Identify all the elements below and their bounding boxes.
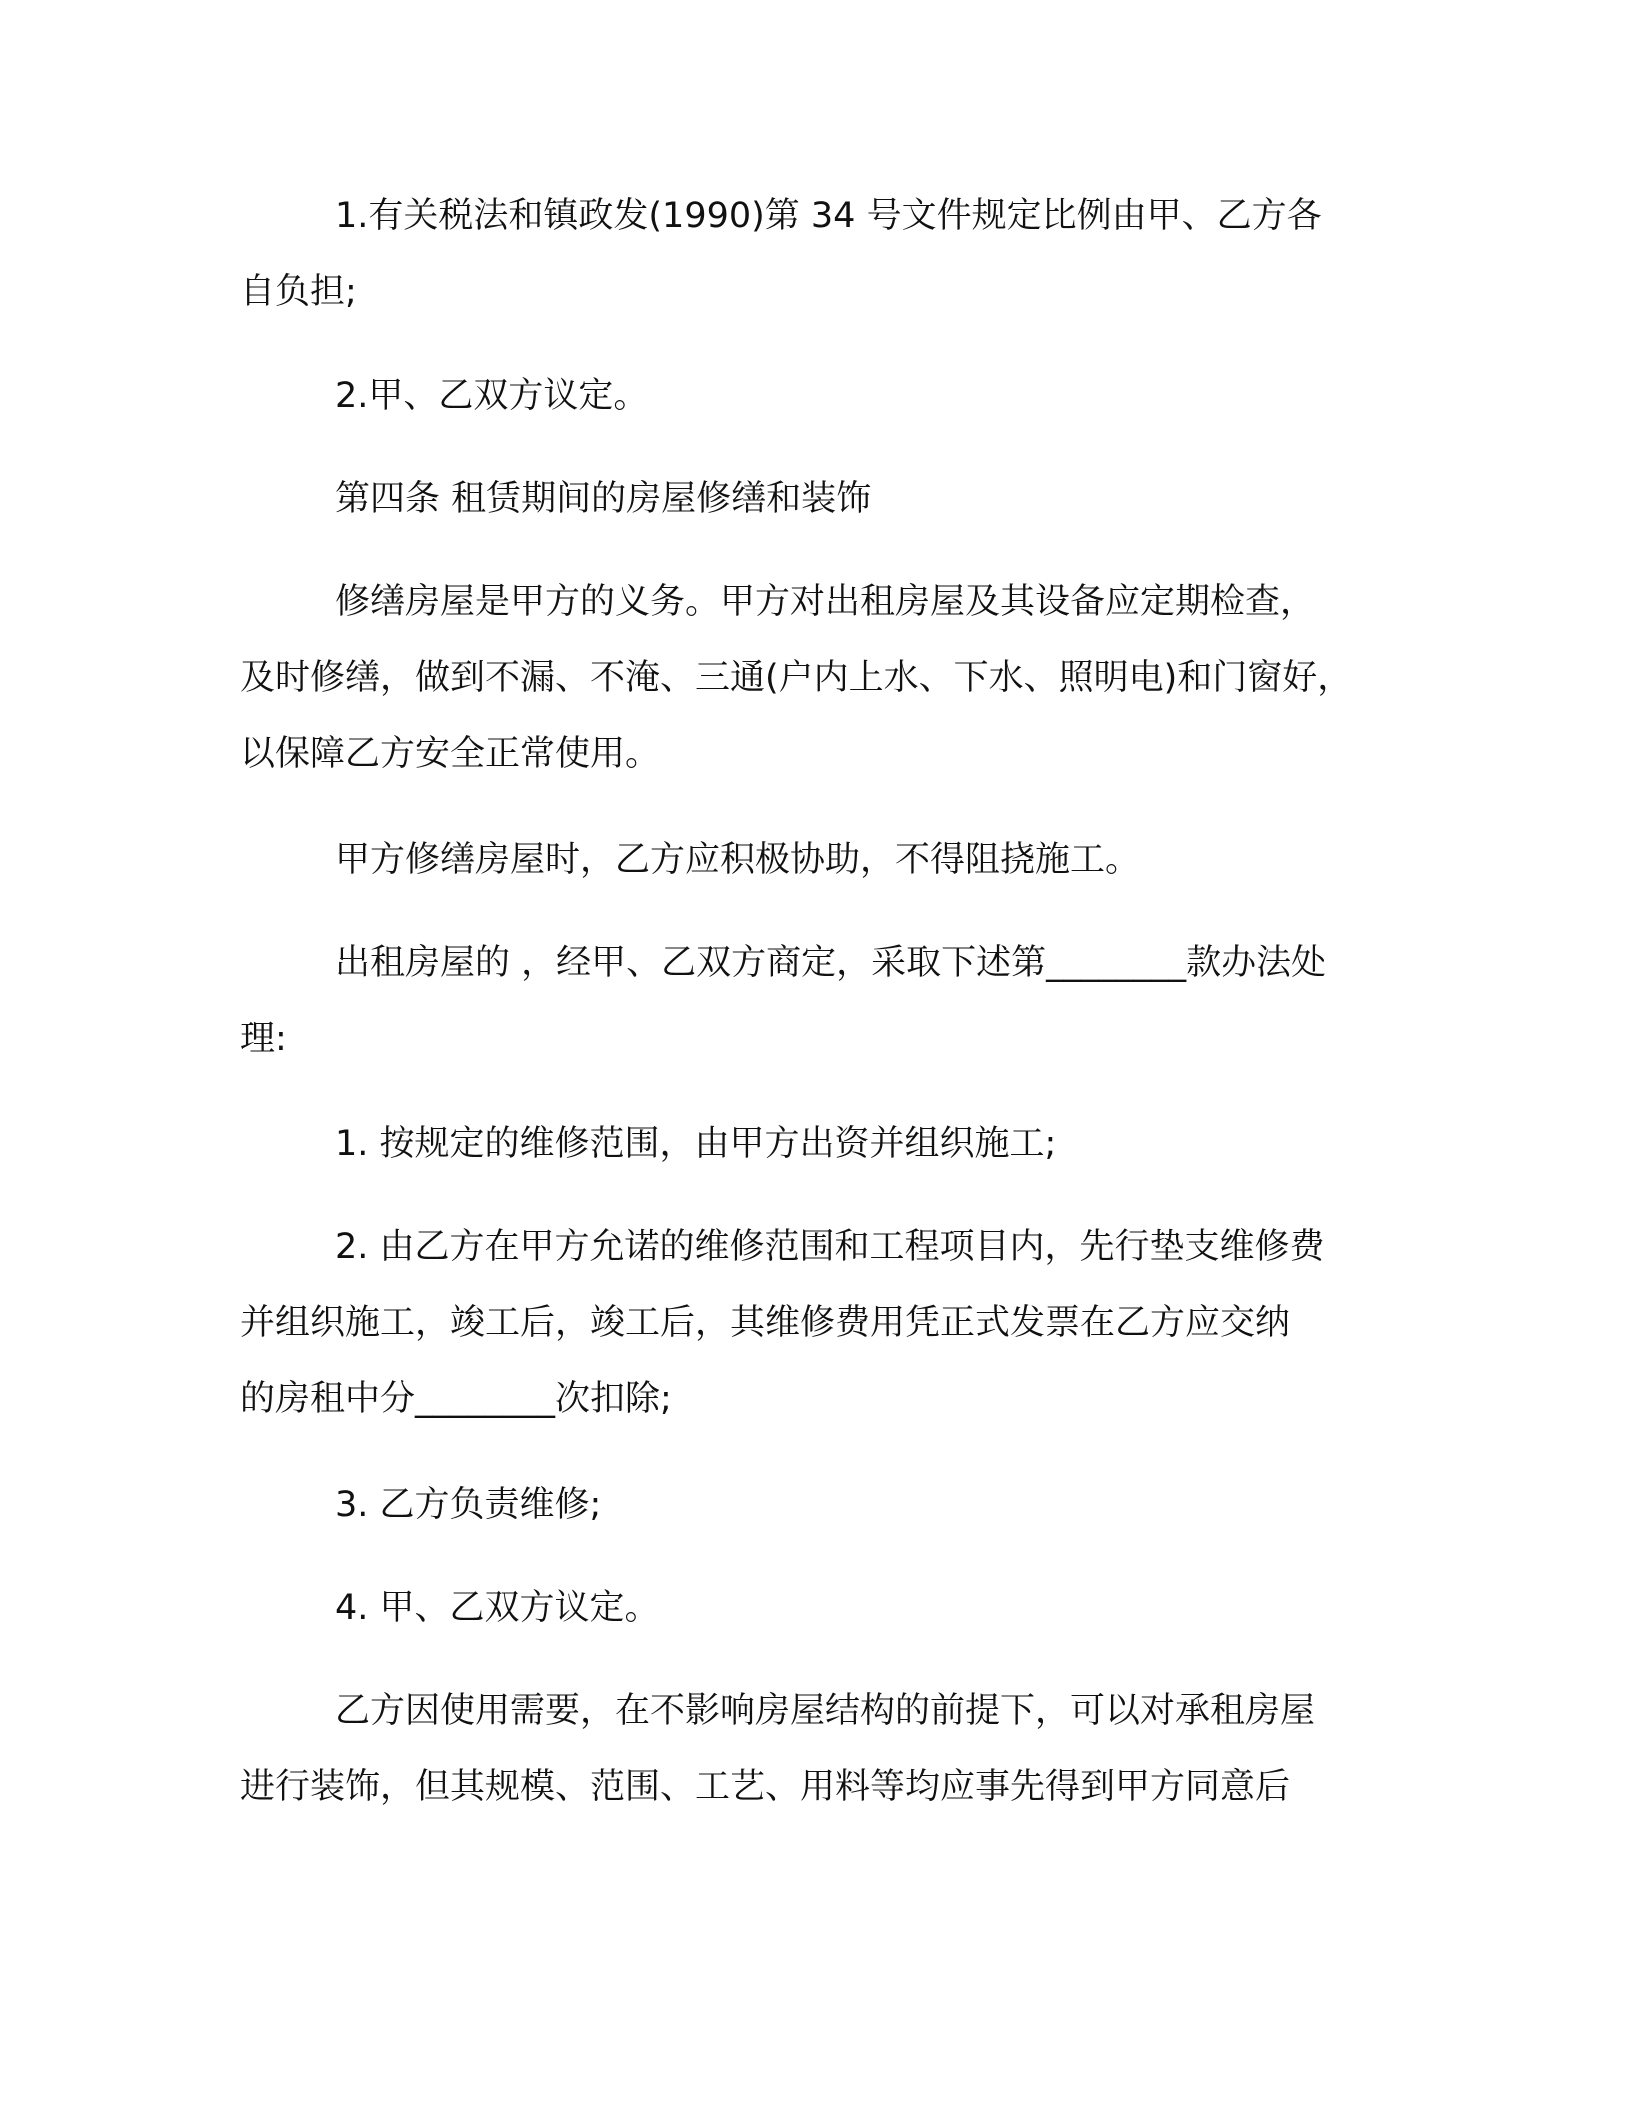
- list-item-option-2: [240, 1209, 1400, 1437]
- paragraph-tax-burden: [240, 178, 1400, 330]
- text-line: 并组织施工，竣工后，竣工后，其维修费用凭正式发票在乙方应交纳: [240, 1303, 1291, 1343]
- text-line: 以保障乙方安全正常使用。: [240, 734, 661, 774]
- text-line: 乙方因使用需要，在不影响房屋结构的前提下，可以对承租房屋: [335, 1691, 1316, 1731]
- text-line: 1. 按规定的维修范围，由甲方出资并组织施工;: [335, 1124, 1057, 1164]
- text-line: 4. 甲、乙双方议定。: [335, 1588, 660, 1628]
- text-line: 1.有关税法和镇政发(1990)第 34 号文件规定比例由甲、乙方各: [335, 196, 1322, 236]
- text-line: 2.甲、乙双方议定。: [335, 376, 649, 416]
- text-line: 2. 由乙方在甲方允诺的维修范围和工程项目内，先行垫支维修费: [335, 1227, 1325, 1267]
- text-line: 3. 乙方负责维修;: [335, 1485, 602, 1525]
- text-line: 出租房屋的 ，经甲、乙双方商定，采取下述第________款办法处: [335, 943, 1327, 983]
- paragraph-decoration: [240, 1673, 1400, 1825]
- list-item-option-3: [240, 1467, 1400, 1543]
- text-line: 第四条 租赁期间的房屋修缮和装饰: [335, 479, 872, 519]
- paragraph-cooperation: [240, 822, 1400, 898]
- text-line: 自负担;: [240, 272, 357, 312]
- list-item-option-4: [240, 1570, 1400, 1646]
- text-line: 修缮房屋是甲方的义务。甲方对出租房屋及其设备应定期检查，: [335, 582, 1316, 622]
- paragraph-repair-method: [240, 925, 1400, 1077]
- section-heading-article-4: [240, 461, 1400, 537]
- paragraph-mutual-agreement: [240, 358, 1400, 434]
- text-line: 及时修缮，做到不漏、不淹、三通(户内上水、下水、照明电)和门窗好，: [240, 658, 1353, 698]
- list-item-option-1: [240, 1106, 1400, 1182]
- text-line: 理:: [240, 1019, 287, 1059]
- text-line: 进行装饰，但其规模、范围、工艺、用料等均应事先得到甲方同意后: [240, 1767, 1291, 1807]
- text-line: 甲方修缮房屋时，乙方应积极协助，不得阻挠施工。: [335, 840, 1141, 880]
- text-line: 的房租中分________次扣除;: [240, 1379, 672, 1419]
- paragraph-repair-obligation: [240, 564, 1400, 792]
